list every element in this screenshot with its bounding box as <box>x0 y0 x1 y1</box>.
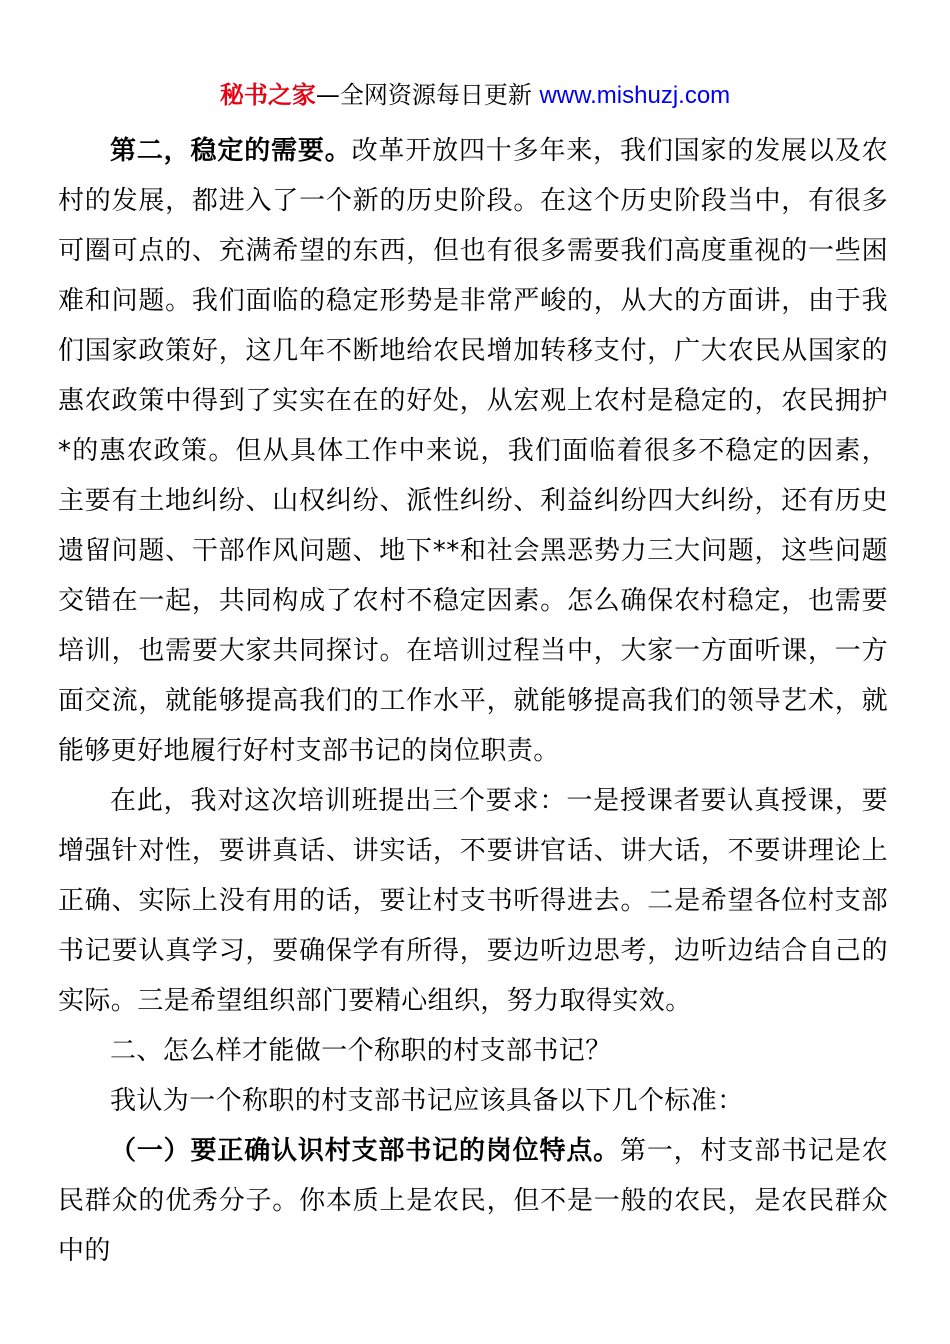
paragraph-text: 第一，村支部书记是农民群众的优秀分子。你本质上是农民，但不是一般的农民，是农民群众中的 <box>58 1136 888 1266</box>
paragraph-stability <box>58 126 888 776</box>
paragraph-requirements <box>58 776 888 1026</box>
paragraph-lead: 第二，稳定的需要。 <box>110 136 352 166</box>
document-body <box>58 126 888 1276</box>
paragraph-standards-intro <box>58 1076 888 1126</box>
paragraph-text: 我认为一个称职的村支部书记应该具备以下几个标准： <box>110 1086 744 1116</box>
header-url-link[interactable]: www.mishuzj.com <box>539 82 731 109</box>
section-heading <box>58 1026 888 1076</box>
brand-name: 秘书之家 <box>219 81 316 109</box>
paragraph-text: 二、怎么样才能做一个称职的村支部书记？ <box>110 1036 612 1066</box>
paragraph-text: 改革开放四十多年来，我们国家的发展以及农村的发展，都进入了一个新的历史阶段。在这个历史阶段当中，有很多可圈可点的、充满希望的东西，但也有很多需要我们高度重视的一些困难和问题。我们面临的稳定形势是非常严峻的，从大的方面讲，由于我们国家政策好，这几年不断地给农民增加转移支付，广大农民从国家的惠农政策中得到了实实在在的好处，从宏观上农村是稳定的，农民拥护*的惠农政策。但从具体工作中来说，我们面临着很多不稳定的因素，主要有土地纠纷、山权纠纷、派性纠纷、利益纠纷四大纠纷，还有历史遗留问题、干部作风问题、地下**和社会黑恶势力三大问题，这些问题交错在一起，共同构成了农村不稳定因素。怎么确保农村稳定，也需要培训，也需要大家共同探讨。在培训过程当中，大家一方面听课，一方面交流，就能够提高我们的工作水平，就能够提高我们的领导艺术，就能够更好地履行好村支部书记的岗位职责。 <box>58 136 888 766</box>
page-header <box>0 78 950 113</box>
paragraph-role-features <box>58 1126 888 1276</box>
header-tagline: —全网资源每日更新 <box>315 81 540 109</box>
paragraph-text: 在此，我对这次培训班提出三个要求：一是授课者要认真授课，要增强针对性，要讲真话、讲实话，不要讲官话、讲大话，不要讲理论上正确、实际上没有用的话，要让村支书听得进去。二是希望各位村支部书记要认真学习，要确保学有所得，要边听边思考，边听边结合自己的实际。三是希望组织部门要精心组织，努力取得实效。 <box>58 786 888 1016</box>
paragraph-lead: （一）要正确认识村支部书记的岗位特点。 <box>110 1136 620 1166</box>
